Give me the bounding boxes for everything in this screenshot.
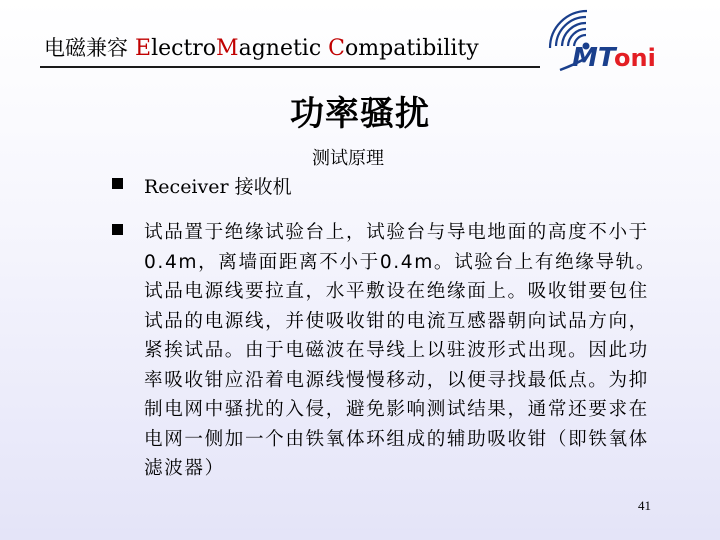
square-bullet-icon <box>112 224 123 235</box>
bullet-item-receiver <box>112 172 292 199</box>
logo-text-mt: MT <box>572 43 616 73</box>
bullet-text: 试品置于绝缘试验台上，试验台与导电地面的高度不小于0.4m，离墙面距离不小于0.4m。试验台上有绝缘导轨。试品电源线要拉直，水平敷设在绝缘面上。吸收钳要包住试品的电源线，并使吸收钳的电流互感器朝向试品方向，紧挨试品。由于电磁波在导线上以驻波形式出现。因此功率吸收钳应沿着电源线慢慢移动，以便寻找最低点。为抑制电网中骚扰的入侵，避免影响测试结果，通常还要求在电网一侧加一个由铁氧体环组成的辅助吸收钳（即铁氧体滤波器） <box>144 222 657 479</box>
bullet-item-test-setup <box>112 218 660 484</box>
header-title-letter-c: C <box>328 36 346 61</box>
header-title-word-agnetic: agnetic <box>238 36 322 61</box>
page-subtitle: 测试原理 <box>312 148 384 169</box>
header-title <box>44 32 479 62</box>
header-title-cn: 电磁兼容 <box>44 36 128 60</box>
header-title-word-ompatibility: ompatibility <box>345 36 479 61</box>
header-divider <box>40 66 540 68</box>
page-title: 功率骚扰 <box>290 94 430 134</box>
page-number: 41 <box>638 498 651 513</box>
square-bullet-icon <box>112 178 123 189</box>
bullet-text: Receiver 接收机 <box>144 176 292 198</box>
header-title-word-lectro: lectro <box>151 36 217 61</box>
header-title-letter-e: E <box>135 36 152 61</box>
mtoni-logo <box>546 8 674 78</box>
logo-text-oni: oni <box>614 44 656 72</box>
header-title-letter-m: M <box>216 36 239 61</box>
header-title-en <box>135 36 479 61</box>
